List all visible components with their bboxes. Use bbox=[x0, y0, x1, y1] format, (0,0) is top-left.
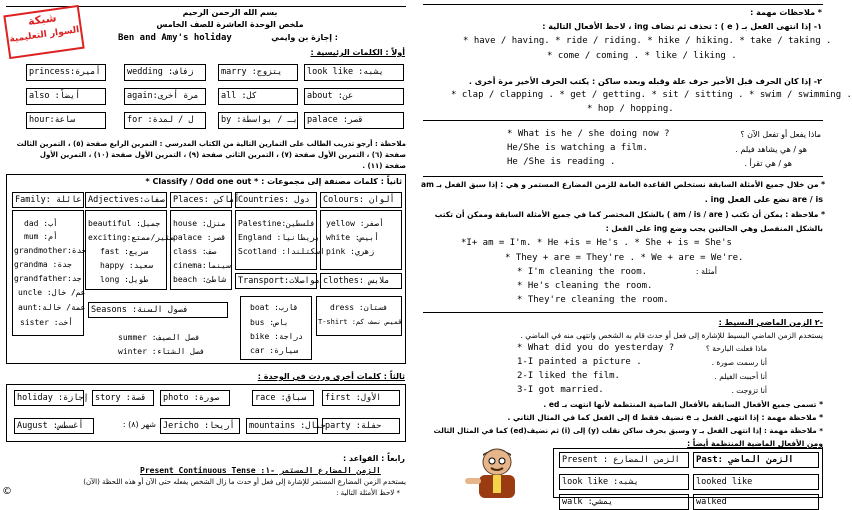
vocab-cell: hour:ساعة bbox=[26, 112, 106, 129]
colour-item: pink :زهري bbox=[326, 247, 375, 256]
other-word-cell: Jericho :أريحا bbox=[160, 418, 240, 434]
stamp-line2: السوار التعليمية bbox=[8, 25, 80, 45]
family-item: grandma :جدة bbox=[14, 260, 72, 269]
country-item: Palestine:فلسطين bbox=[238, 219, 316, 228]
family-item: mum :أم bbox=[24, 232, 58, 241]
other-word-cell: photo :صورة bbox=[160, 390, 230, 406]
past-example1-ar: أنا رسمت صورة . bbox=[711, 358, 767, 367]
note1-examples: * come / coming . * like / liking . bbox=[547, 51, 737, 61]
classify-header-places: Places: أماكن bbox=[170, 192, 232, 208]
transport-item: car :سيارة bbox=[250, 346, 299, 355]
answer1-ar: هو / هي يشاهد فيلم . bbox=[735, 145, 807, 154]
note2: ٢- إذا كان الحرف قبل الأخير حرف علة وقبله وبعده ساكن : يكتب الحرف الأخير مرة أخرى . bbox=[468, 77, 822, 86]
classify-header-countries: Countries: دول bbox=[235, 192, 317, 208]
adjective-item: fast :سريع bbox=[100, 247, 149, 256]
note-line: صفحة (١١) . bbox=[362, 162, 406, 170]
vocab-cell: palace :قصر bbox=[304, 112, 404, 129]
classify-header-family: Family: عائلة bbox=[12, 192, 84, 208]
transport-item: bus :باص bbox=[250, 318, 289, 327]
vocab-cell: look like :يشبه bbox=[304, 64, 404, 81]
transport-item: bike :دراجة bbox=[250, 332, 303, 341]
verb-table-header-past: Past: الزمن الماضي bbox=[693, 452, 819, 468]
classify-header-colours: Colours: ألوان bbox=[320, 192, 402, 208]
copyright-mark: © bbox=[2, 486, 12, 497]
clothes-column bbox=[316, 296, 402, 336]
family-item: uncle :عم/ خال bbox=[18, 288, 86, 297]
country-item: Scotland :اسكتلندا bbox=[238, 247, 325, 256]
note-line: ملاحظة : أرجو تدريب الطالب على التمارين التالية من الكتاب المدرسي : التمرين الرابع صفحة (٥) ، التمرين الثالث bbox=[16, 140, 406, 148]
divider bbox=[423, 120, 823, 121]
divider bbox=[423, 312, 823, 313]
right-page bbox=[417, 0, 852, 507]
answer2-en: He /She is reading . bbox=[507, 157, 616, 167]
answer1-en: He/She is watching a film. bbox=[507, 143, 648, 153]
example2: * He's cleaning the room. bbox=[517, 281, 653, 291]
note1: ١- إذا انتهى الفعل بـ ( e ) : تحذف ثم تضاف ing ، لاحظ الأفعال التالية : bbox=[542, 22, 822, 31]
vocab-cell: all :كل bbox=[218, 88, 298, 105]
other-word-month-note: شهر (٨) : bbox=[122, 420, 156, 429]
past-note3: * ملاحظة مهمة : إذا انتهى الفعل بـ y وسبق بحرف ساكن نقلب (y) إلى (i) ثم نضيف(ed) كما في المثال الثالث bbox=[433, 426, 823, 435]
other-word-cell: party :حفلة bbox=[322, 418, 400, 434]
note-line: صفحة (٦) ، التمرين الأول صفحة (٧) ، التمرين الثاني صفحة (٩) ، التمرين الأول صفحة (١٠) ، التمرين الأول bbox=[39, 151, 406, 159]
clothes-item: T-shirt :قميص نصف كم bbox=[318, 318, 403, 326]
notes-title: * ملاحظات مهمة : bbox=[750, 8, 822, 17]
seasons-header: Seasons :فصول السنة bbox=[88, 302, 228, 318]
past-question-ar: ماذا فعلت البارحة ؟ bbox=[705, 344, 767, 353]
family-item: dad :أب bbox=[24, 219, 58, 228]
bismillah: بسم الله الرحمن الرحيم bbox=[182, 8, 278, 17]
divider bbox=[423, 176, 823, 177]
question1-en: * What is he / she doing now ? bbox=[507, 129, 670, 139]
past-example2: 2-I liked the film. bbox=[517, 371, 620, 381]
past-title: -٢ الزمن الماضي البسيط : bbox=[718, 318, 823, 327]
past-example3: 3-I got married. bbox=[517, 385, 604, 395]
other-word-cell: August :أغسطس bbox=[14, 418, 94, 434]
colour-item: white :أبيض bbox=[326, 233, 379, 242]
note2-examples: * clap / clapping . * get / getting. * sit / sitting . * swim / swimming . bbox=[451, 90, 852, 100]
teacher-cartoon-icon bbox=[461, 446, 531, 498]
past-definition: يستخدم الزمن الماضي البسيط للإشارة إلى فعل أو حدث قام به الشخص وانتهى منه في الماضي . bbox=[520, 331, 823, 340]
right-top-border bbox=[423, 4, 823, 5]
vocab-cell: also :أيضاً bbox=[26, 88, 106, 105]
adjective-item: beautiful :جميل bbox=[88, 219, 161, 228]
note1-examples: * have / having. * ride / riding. * hike / hiking. * take / taking . bbox=[463, 36, 832, 46]
past-note1: * تسمى جميع الأفعال السابقة بالأفعال الماضية المنتظمة لأنها انتهت بـ ed . bbox=[543, 400, 823, 409]
vocab-cell: marry :يتزوج bbox=[218, 64, 298, 81]
grammar-line2: * لاحظ الأمثلة التالية : bbox=[336, 489, 400, 497]
unit-title: ملخص الوحدة العاشرة للصف الخامس bbox=[156, 20, 304, 29]
family-item: aunt:عمة/ خالة bbox=[18, 303, 86, 312]
vocab-cell: princess:أميرة bbox=[26, 64, 106, 81]
verb-table-cell: walk :يمشي bbox=[559, 494, 689, 510]
adjective-item: long :طويل bbox=[100, 275, 149, 284]
place-item: beach :شاطئ bbox=[173, 275, 226, 284]
transport-item: boat :قارب bbox=[250, 303, 299, 312]
family-item: grandmother:جدة bbox=[14, 246, 87, 255]
example3: * They're cleaning the room. bbox=[517, 295, 669, 305]
answer2-ar: هو / هي تقرأ . bbox=[744, 159, 792, 168]
season-item: winter :فصل الشتاء bbox=[118, 347, 205, 356]
colour-item: yellow :أصفر bbox=[326, 219, 384, 228]
family-item: grandfather:جد bbox=[14, 274, 82, 283]
country-item: England :بريطانيا bbox=[238, 233, 320, 242]
verb-table-header-present: Present : الزمن المضارع bbox=[559, 452, 689, 468]
left-page bbox=[0, 0, 410, 498]
adjective-item: exciting:مثير/ممتع bbox=[88, 233, 175, 242]
example1: * I'm cleaning the room. bbox=[517, 267, 648, 277]
rule-line2: are / is نضع على الفعل ing . bbox=[704, 195, 823, 204]
past-example2-ar: أنا أحببت الفيلم . bbox=[714, 372, 767, 381]
grammar-line1: يستخدم الزمن المضارع المستمر للإشارة إلى فعل أو حدث ما زال الشخص يفعله حتى الآن أو هذه اللحظة (الآن) bbox=[83, 478, 406, 486]
contractions-line2: * They + are = They're . * We + are = We're. bbox=[505, 253, 744, 263]
examples-label: أمثلة : bbox=[695, 267, 717, 276]
clothes-header: clothes: ملابس bbox=[320, 273, 402, 289]
vocab-cell: by :بـ / بواسطة bbox=[218, 112, 298, 129]
vocab-cell: wedding :زفاف bbox=[124, 64, 206, 81]
other-word-cell: story :قصة bbox=[92, 390, 154, 406]
section2-title: ثانياً : كلمات مصنفة إلى مجموعات : * Classify / Odd one out * bbox=[145, 177, 402, 186]
vocab-cell: for :ل / لمدة bbox=[124, 112, 206, 129]
place-item: house :منزل bbox=[173, 219, 226, 228]
past-example1: 1-I painted a picture . bbox=[517, 357, 642, 367]
place-item: cinema:سينما bbox=[173, 261, 231, 270]
classify-header-adjectives: Adjectives:صفات bbox=[85, 192, 167, 208]
verb-table-cell: looked like bbox=[693, 474, 819, 490]
section1-title: أولاً : الكلمات الرئيسية : bbox=[310, 48, 405, 57]
note3-line1: * ملاحظة : يمكن أن تكتب ( am / is / are ) بالشكل المختصر كما في جميع الأمثلة السابقة وممكن أن تكتب bbox=[434, 210, 825, 219]
lesson-title-ar: : إجازة بن وايمي bbox=[271, 33, 338, 42]
adjective-item: happy :سعيد bbox=[100, 261, 153, 270]
section4-title: رابعاً : القواعد : bbox=[343, 454, 405, 463]
place-item: class :صف bbox=[173, 247, 217, 256]
verb-table-cell: walked bbox=[693, 494, 819, 510]
note2-examples: * hop / hopping. bbox=[587, 104, 674, 114]
note3-line2: بالشكل المنفصل وهي الحالتين يجب وضع ing على الفعل : bbox=[605, 224, 823, 233]
other-word-cell: first :الأول bbox=[322, 390, 400, 406]
verb-table-cell: look like :يشبه bbox=[559, 474, 689, 490]
question1-ar: ماذا يفعل أو تفعل الآن ؟ bbox=[740, 130, 821, 139]
vocab-cell: about :عن bbox=[304, 88, 404, 105]
vocab-table bbox=[6, 60, 406, 136]
lesson-title-en: Ben and Amy's holiday bbox=[118, 33, 232, 43]
contractions-line1: *I+ am = I'm. * He +is = He's . * She + is = She's bbox=[461, 238, 732, 248]
grammar-title: Present Continuous Tense :الزمن المضارع المستمر -١ bbox=[140, 466, 381, 475]
school-stamp bbox=[3, 5, 84, 59]
other-word-cell: race :سباق bbox=[252, 390, 314, 406]
other-word-cell: mountains :جبال bbox=[246, 418, 318, 434]
season-item: summer :فصل الصيف bbox=[118, 333, 200, 342]
place-item: palace :قصر bbox=[173, 233, 226, 242]
section3-title: ثالثاً : كلمات أخرى وردت في الوحدة : bbox=[257, 372, 405, 381]
stamp-line1: شبكة bbox=[27, 11, 58, 29]
family-item: sister :أخت bbox=[20, 318, 73, 327]
clothes-item: dress :فستان bbox=[330, 303, 388, 312]
other-word-cell: holiday :إجازة bbox=[14, 390, 84, 406]
transport-header: Transport:مواصلات bbox=[235, 273, 317, 289]
rule-line1: * من خلال جميع الأمثلة السابقة نستخلص القاعدة العامة للزمن المضارع المستمر و هي : إذا سبق الفعل بـ am bbox=[421, 180, 825, 189]
vocab-cell: again:مرة أخرى bbox=[124, 88, 206, 105]
past-note4: ومن الأفعال الماضية المنتظمة أيضاً : bbox=[687, 439, 823, 448]
past-question-en: * What did you do yesterday ? bbox=[517, 343, 675, 353]
past-note2: * ملاحظة مهمة : إذا انتهى الفعل بـ e نضيف فقط d إلى الفعل كما في المثال الثاني . bbox=[507, 413, 823, 422]
past-example3-ar: أنا تزوجت . bbox=[731, 386, 767, 395]
